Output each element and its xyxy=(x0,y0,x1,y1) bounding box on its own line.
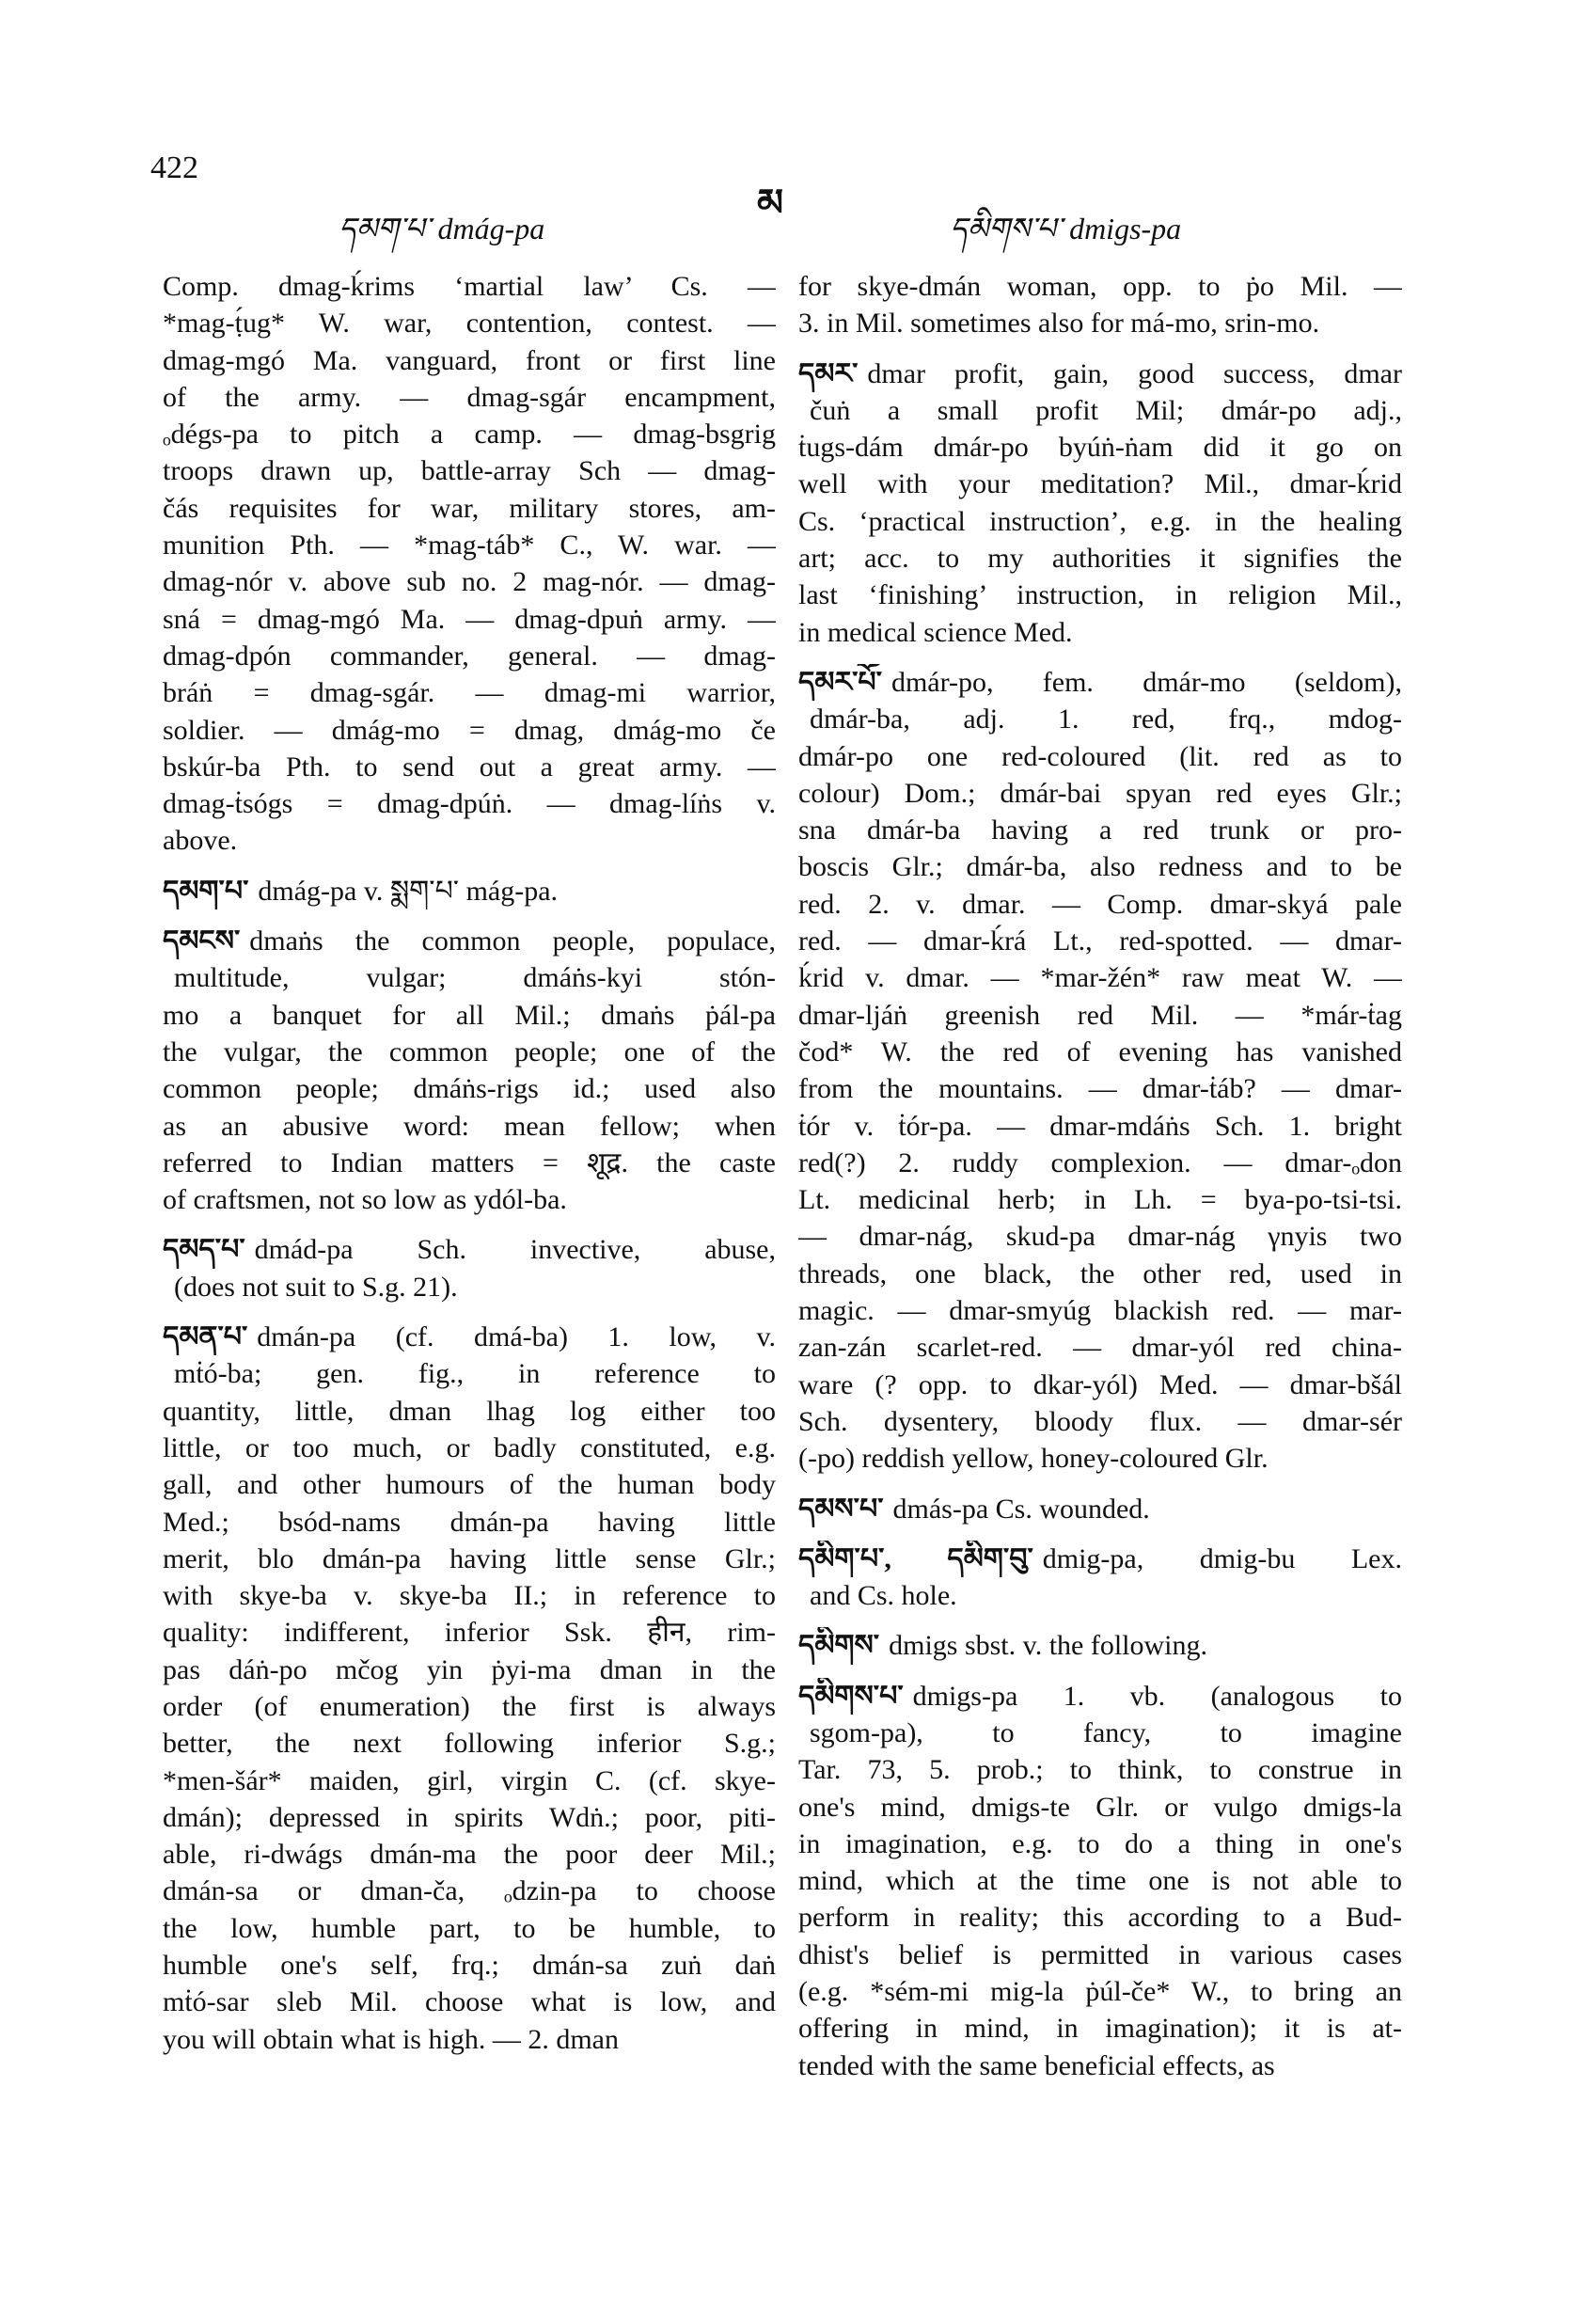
text-line xyxy=(798,1367,1402,1403)
text-line xyxy=(163,785,776,822)
line-text: one's mind, dmigs-te Glr. or vulgo dmigs-la xyxy=(798,1791,1402,1823)
text-line xyxy=(163,997,776,1034)
line-text: (-po) reddish yellow, honey-coloured Glr. xyxy=(798,1443,1269,1475)
text-line xyxy=(163,1181,776,1218)
line-text: Cs. ‘practical instruction’, e.g. in the healing xyxy=(798,505,1402,537)
dictionary-entry xyxy=(163,873,776,909)
text-line xyxy=(163,1541,776,1577)
line-text: ₒdégs-pa to pitch a camp. — dmag-bsgrig xyxy=(163,419,776,451)
line-text: dmár-po one red-coloured (lit. red as to xyxy=(798,740,1402,772)
headword-tibetan: དམིགས་ xyxy=(798,1630,880,1662)
text-line xyxy=(798,997,1402,1034)
line-text: čuṅ a small profit Mil; dmár-po adj., xyxy=(810,394,1402,426)
line-text: dmár-po, fem. dmár-mo (seldom), xyxy=(890,666,1402,698)
line-text: in medical science Med. xyxy=(798,616,1073,648)
text-line xyxy=(163,1145,776,1181)
text-line xyxy=(163,1355,776,1392)
line-text: you will obtain what is high. — 2. dman xyxy=(163,2023,619,2055)
line-text: with skye-ba v. skye-ba II.; in reference to xyxy=(163,1580,776,1612)
text-line xyxy=(798,959,1402,996)
column-left xyxy=(163,268,776,2058)
text-line xyxy=(163,1504,776,1541)
text-line xyxy=(163,1430,776,1466)
text-line xyxy=(163,1231,776,1268)
text-line xyxy=(163,959,776,996)
text-line xyxy=(163,1763,776,1799)
text-line xyxy=(798,701,1402,737)
line-text: the vulgar, the common people; one of the xyxy=(163,1036,776,1067)
line-text: dmag-mgó Ma. vanguard, front or first line xyxy=(163,344,776,376)
text-line xyxy=(163,1725,776,1762)
text-line xyxy=(798,614,1402,651)
line-text: humble one's self, frq.; dmán-sa zuṅ daṅ xyxy=(163,1950,776,1982)
dictionary-entry xyxy=(798,1678,1402,2084)
line-text: dmán-sa or dman-ča, ₒdzin-pa to choose xyxy=(163,1875,776,1907)
text-line xyxy=(163,2021,776,2058)
text-line xyxy=(798,1826,1402,1862)
line-text: last ‘finishing’ instruction, in religion Mil., xyxy=(798,579,1402,611)
text-line xyxy=(163,379,776,416)
text-line xyxy=(798,1937,1402,1973)
line-text: dmar profit, gain, good success, dmar xyxy=(867,357,1402,389)
text-line xyxy=(798,1789,1402,1826)
text-line xyxy=(163,563,776,600)
line-text: (does not suit to S.g. 21). xyxy=(174,1271,458,1303)
text-line xyxy=(163,1984,776,2020)
line-text: sna dmár-ba having a red trunk or pro- xyxy=(798,814,1402,846)
line-text: sgom-pa), to fancy, to imagine xyxy=(810,1716,1402,1748)
line-text: dmás-pa Cs. wounded. xyxy=(892,1493,1150,1525)
line-text: mṫó-ba; gen. fig., in reference to xyxy=(174,1358,776,1390)
line-text: mṫó-sar sleb Mil. choose what is low, and xyxy=(163,1986,776,2018)
text-line xyxy=(798,466,1402,502)
line-text: for skye-dmán woman, opp. to ṗo Mil. — xyxy=(798,271,1402,302)
headword-tibetan: དམར་པོ་ xyxy=(798,666,882,698)
text-line xyxy=(163,1108,776,1145)
text-line xyxy=(798,923,1402,959)
text-line xyxy=(798,1108,1402,1145)
text-line xyxy=(163,822,776,859)
line-text: mind, which at the time one is not able to xyxy=(798,1865,1402,1897)
dictionary-entry xyxy=(163,1319,776,2058)
text-line xyxy=(163,638,776,674)
dictionary-entry xyxy=(798,664,1402,1478)
text-line xyxy=(798,356,1402,392)
text-line xyxy=(163,527,776,563)
text-line xyxy=(798,1218,1402,1255)
line-text: dmán); depressed in spirits Wdṅ.; poor, piti- xyxy=(163,1801,776,1833)
line-text: Med.; bsód-nams dmán-pa having little xyxy=(163,1506,776,1538)
line-text: of craftsmen, not so low as ydól-ba. xyxy=(163,1184,567,1216)
line-text: *men-šár* maiden, girl, virgin C. (cf. skye- xyxy=(163,1764,776,1796)
line-text: dmag-ṫsógs = dmag-dpúṅ. — dmag-líṅs v. xyxy=(163,788,776,820)
text-line xyxy=(798,1627,1402,1664)
line-text: dmaṅs the common people, populace, xyxy=(249,925,776,957)
text-line xyxy=(798,1292,1402,1329)
headword-tibetan: དམན་པ་ xyxy=(163,1321,248,1353)
line-text: well with your meditation? Mil., dmar-ḱrid xyxy=(798,468,1402,500)
line-text: red. 2. v. dmar. — Comp. dmar-skyá pale xyxy=(798,888,1402,920)
line-text: ware (? opp. to dkar-yól) Med. — dmar-bšál xyxy=(798,1368,1402,1400)
line-text: ḱrid v. dmar. — *mar-žén* raw meat W. — xyxy=(798,962,1402,994)
line-text: threads, one black, the other red, used in xyxy=(798,1257,1402,1289)
dictionary-entry xyxy=(163,1231,776,1305)
line-text: ṫór v. ṫór-pa. — dmar-mdáṅs Sch. 1. bright xyxy=(798,1110,1402,1142)
page-number: 422 xyxy=(150,150,198,185)
text-line xyxy=(163,452,776,489)
line-text: dmán-pa (cf. dmá-ba) 1. low, v. xyxy=(257,1321,776,1353)
line-text: (e.g. *sém-mi mig-la ṗúl-če* W., to bring an xyxy=(798,1976,1402,2008)
line-text: the low, humble part, to be humble, to xyxy=(163,1912,776,1944)
line-text: bráṅ = dmag-sgár. — dmag-mi warrior, xyxy=(163,677,776,709)
text-line xyxy=(798,1973,1402,2010)
headword-tibetan: དམིག་པ་, དམིག་བུ་ xyxy=(798,1542,1033,1574)
text-line xyxy=(163,873,776,909)
line-text: quantity, little, dman lhag log either too xyxy=(163,1395,776,1427)
text-line xyxy=(798,1070,1402,1107)
line-text: 3. in Mil. sometimes also for má-mo, srin-mo. xyxy=(798,308,1320,340)
line-text: dmág-pa v. སྨག་པ་ mág-pa. xyxy=(258,875,559,907)
line-text: little, or too much, or badly constituted, e.g. xyxy=(163,1431,776,1463)
text-line xyxy=(798,305,1402,341)
text-line xyxy=(163,749,776,785)
text-line xyxy=(163,416,776,452)
text-line xyxy=(163,342,776,379)
text-line xyxy=(163,305,776,341)
text-line xyxy=(163,1393,776,1430)
text-line xyxy=(798,1329,1402,1366)
line-text: bskúr-ba Pth. to send out a great army. — xyxy=(163,751,776,783)
line-text: perform in reality; this according to a Bud- xyxy=(798,1902,1402,1934)
headword-tibetan: དམག་པ་ xyxy=(163,875,249,907)
line-text: dmigs-pa 1. vb. (analogous to xyxy=(912,1680,1402,1712)
text-line xyxy=(163,1614,776,1651)
text-line xyxy=(798,1181,1402,1218)
text-line xyxy=(798,392,1402,429)
text-line xyxy=(798,738,1402,775)
text-line xyxy=(163,1873,776,1909)
line-text: munition Pth. — *mag-táb* C., W. war. — xyxy=(163,530,776,561)
line-text: order (of enumeration) the first is always xyxy=(163,1690,776,1722)
running-head-right: དམིགས་པ་ dmigs-pa xyxy=(950,212,1182,245)
line-text: dmag-nór v. above sub no. 2 mag-nór. — dmag- xyxy=(163,566,776,598)
text-line xyxy=(798,1862,1402,1899)
line-text: art; acc. to my authorities it signifies the xyxy=(798,543,1402,575)
text-line xyxy=(798,886,1402,923)
text-line xyxy=(163,601,776,638)
text-line xyxy=(798,1491,1402,1527)
text-line xyxy=(798,1577,1402,1614)
text-line xyxy=(798,1541,1402,1577)
headword-tibetan: དམིགས་པ་ xyxy=(798,1680,904,1712)
line-text: čod* W. the red of evening has vanished xyxy=(798,1036,1402,1067)
text-line xyxy=(163,268,776,305)
line-text: dmag-dpón commander, general. — dmag- xyxy=(163,640,776,672)
dictionary-entry xyxy=(163,923,776,1218)
text-line xyxy=(163,1910,776,1947)
text-line xyxy=(798,577,1402,613)
line-text: dmár-ba, adj. 1. red, frq., mdog- xyxy=(810,704,1402,735)
line-text: magic. — dmar-smyúg blackish red. — mar- xyxy=(798,1295,1402,1327)
line-text: dmigs sbst. v. the following. xyxy=(889,1630,1208,1662)
text-line xyxy=(163,1319,776,1355)
line-text: gall, and other humours of the human body xyxy=(163,1469,776,1501)
line-text: tended with the same beneficial effects, as xyxy=(798,2049,1275,2081)
line-text: pas dáṅ-po mčog yin ṗyi-ma dman in the xyxy=(163,1653,776,1685)
line-text: dhist's belief is permitted in various cases xyxy=(798,1938,1402,1970)
text-line xyxy=(798,1678,1402,1715)
line-text: and Cs. hole. xyxy=(810,1580,957,1612)
running-head-left: དམག་པ་ dmág-pa xyxy=(339,212,545,245)
line-text: of the army. — dmag-sgár encampment, xyxy=(163,381,776,413)
text-line xyxy=(798,540,1402,577)
line-text: above. xyxy=(163,825,238,857)
line-text: — dmar-nág, skud-pa dmar-nág γnyis two xyxy=(798,1221,1402,1253)
text-line xyxy=(798,664,1402,701)
line-text: dmád-pa Sch. invective, abuse, xyxy=(254,1234,776,1266)
text-line xyxy=(798,812,1402,848)
text-line xyxy=(163,1034,776,1070)
line-text: soldier. — dmág-mo = dmag, dmág-mo če xyxy=(163,714,776,746)
text-line xyxy=(798,1715,1402,1751)
text-line xyxy=(798,1403,1402,1440)
text-line xyxy=(163,712,776,749)
line-text: sná = dmag-mgó Ma. — dmag-dpuṅ army. — xyxy=(163,603,776,635)
text-line xyxy=(163,1836,776,1873)
headword-tibetan: དམངས་ xyxy=(163,925,241,957)
text-line xyxy=(163,674,776,711)
line-text: red(?) 2. ruddy complexion. — dmar-ₒdon xyxy=(798,1146,1402,1178)
line-text: Comp. dmag-ḱrims ‘martial law’ Cs. — xyxy=(163,271,776,302)
text-line xyxy=(163,1947,776,1984)
text-line xyxy=(163,1269,776,1305)
text-line xyxy=(798,2010,1402,2047)
text-line xyxy=(163,1652,776,1688)
headword-tibetan: དམད་པ་ xyxy=(163,1234,245,1266)
dictionary-entry xyxy=(798,1491,1402,1527)
line-text: troops drawn up, battle-array Sch — dmag- xyxy=(163,455,776,487)
line-text: dmig-pa, dmig-bu Lex. xyxy=(1042,1542,1402,1574)
dictionary-entry xyxy=(798,356,1402,651)
text-line xyxy=(798,1751,1402,1788)
text-line xyxy=(798,1899,1402,1936)
text-line xyxy=(798,775,1402,812)
text-line xyxy=(163,1466,776,1503)
headword-tibetan: དམས་པ་ xyxy=(798,1493,884,1525)
line-text: ṫugs-dám dmár-po byúṅ-ṅam did it go on xyxy=(798,432,1402,464)
dictionary-entry xyxy=(798,1627,1402,1664)
line-text: Sch. dysentery, bloody flux. — dmar-sér xyxy=(798,1405,1402,1437)
line-text: red. — dmar-ḱrá Lt., red-spotted. — dmar- xyxy=(798,925,1402,957)
text-line xyxy=(798,1256,1402,1292)
text-line xyxy=(798,268,1402,305)
line-text: better, the next following inferior S.g.; xyxy=(163,1728,776,1760)
line-text: *mag-ṭ́ug* W. war, contention, contest. — xyxy=(163,308,776,340)
line-text: as an abusive word: mean fellow; when xyxy=(163,1110,776,1142)
text-line xyxy=(798,1145,1402,1181)
line-text: mo a banquet for all Mil.; dmaṅs ṗál-pa xyxy=(163,999,776,1031)
line-text: in imagination, e.g. to do a thing in one's xyxy=(798,1827,1402,1859)
line-text: dmar-ljáṅ greenish red Mil. — *már-ṫag xyxy=(798,999,1402,1031)
text-line xyxy=(163,923,776,959)
column-right xyxy=(798,268,1402,2084)
line-text: referred to Indian matters = शूद्र. the caste xyxy=(163,1146,776,1178)
text-line xyxy=(798,1440,1402,1477)
line-text: quality: indifferent, inferior Ssk. हीन, rim- xyxy=(163,1617,776,1649)
headword-tibetan: དམར་ xyxy=(798,357,859,389)
text-line xyxy=(798,429,1402,466)
line-text: Lt. medicinal herb; in Lh. = bya-po-tsi-tsi. xyxy=(798,1184,1402,1216)
text-line xyxy=(163,1688,776,1725)
line-text: boscis Glr.; dmár-ba, also redness and to be xyxy=(798,851,1402,883)
entry-continuation xyxy=(798,268,1402,342)
text-line xyxy=(163,1577,776,1614)
text-line xyxy=(798,503,1402,540)
line-text: colour) Dom.; dmár-bai spyan red eyes Glr.; xyxy=(798,777,1402,809)
text-line xyxy=(163,1799,776,1836)
line-text: offering in mind, in imagination); it is at- xyxy=(798,2013,1402,2045)
line-text: Tar. 73, 5. prob.; to think, to construe in xyxy=(798,1754,1402,1786)
text-line xyxy=(163,490,776,527)
line-text: zan-zán scarlet-red. — dmar-yól red china- xyxy=(798,1332,1402,1364)
text-line xyxy=(798,2047,1402,2084)
dictionary-entry xyxy=(798,1541,1402,1615)
text-line xyxy=(163,1070,776,1107)
line-text: from the mountains. — dmar-ṫáb? — dmar- xyxy=(798,1073,1402,1105)
line-text: common people; dmáṅs-rigs id.; used also xyxy=(163,1073,776,1105)
text-line xyxy=(798,1034,1402,1070)
line-text: čás requisites for war, military stores, am- xyxy=(163,492,776,524)
text-line xyxy=(798,848,1402,885)
line-text: multitude, vulgar; dmáṅs-kyi stón- xyxy=(174,962,776,994)
section-letter: མ xyxy=(757,182,784,224)
line-text: merit, blo dmán-pa having little sense Glr.; xyxy=(163,1542,776,1574)
entry-continuation xyxy=(163,268,776,860)
line-text: able, ri-dwágs dmán-ma the poor deer Mil.; xyxy=(163,1839,776,1871)
